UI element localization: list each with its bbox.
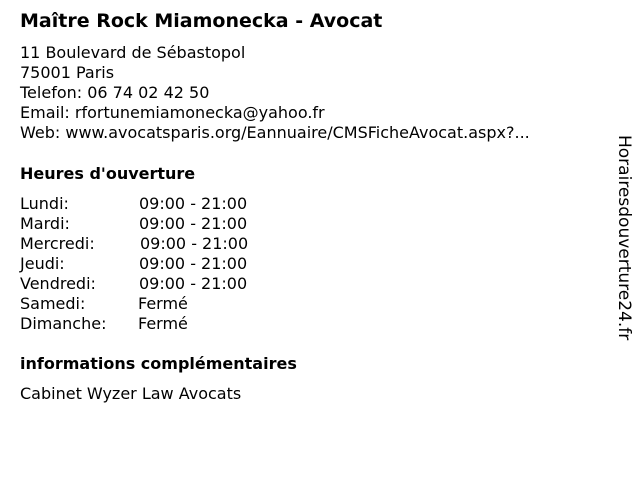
site-watermark <box>613 135 633 375</box>
day-label: Samedi: <box>20 294 86 313</box>
address-street: 11 Boulevard de Sébastopol <box>20 43 246 62</box>
day-label: Mercredi: <box>20 234 95 253</box>
email-line[interactable]: Email: rfortunemiamonecka@yahoo.fr <box>20 103 325 122</box>
day-label: Vendredi: <box>20 274 96 293</box>
day-label: Dimanche: <box>20 314 107 333</box>
day-label: Lundi: <box>20 194 69 213</box>
time-value: 09:00 - 21:00 <box>139 194 248 213</box>
time-value: 09:00 - 21:00 <box>140 234 249 253</box>
time-value: Fermé <box>138 294 188 313</box>
time-value: 09:00 - 21:00 <box>139 274 248 293</box>
site-watermark-text: Horairesdouverture24.fr <box>614 135 634 341</box>
day-label: Mardi: <box>20 214 70 233</box>
page-title: Maître Rock Miamonecka - Avocat <box>20 10 383 32</box>
time-value: Fermé <box>138 314 188 333</box>
contact-block <box>20 43 530 143</box>
time-value: 09:00 - 21:00 <box>139 214 248 233</box>
opening-hours-heading: Heures d'ouverture <box>20 164 196 183</box>
website-line[interactable]: Web: www.avocatsparis.org/Eannuaire/CMSFicheAvocat.aspx?... <box>20 123 530 142</box>
phone-line[interactable]: Telefon: 06 74 02 42 50 <box>20 83 210 102</box>
time-value: 09:00 - 21:00 <box>139 254 248 273</box>
additional-info-text: Cabinet Wyzer Law Avocats <box>20 384 242 403</box>
day-label: Jeudi: <box>20 254 65 273</box>
address-city: 75001 Paris <box>20 63 115 82</box>
additional-info-heading: informations complémentaires <box>20 354 297 373</box>
